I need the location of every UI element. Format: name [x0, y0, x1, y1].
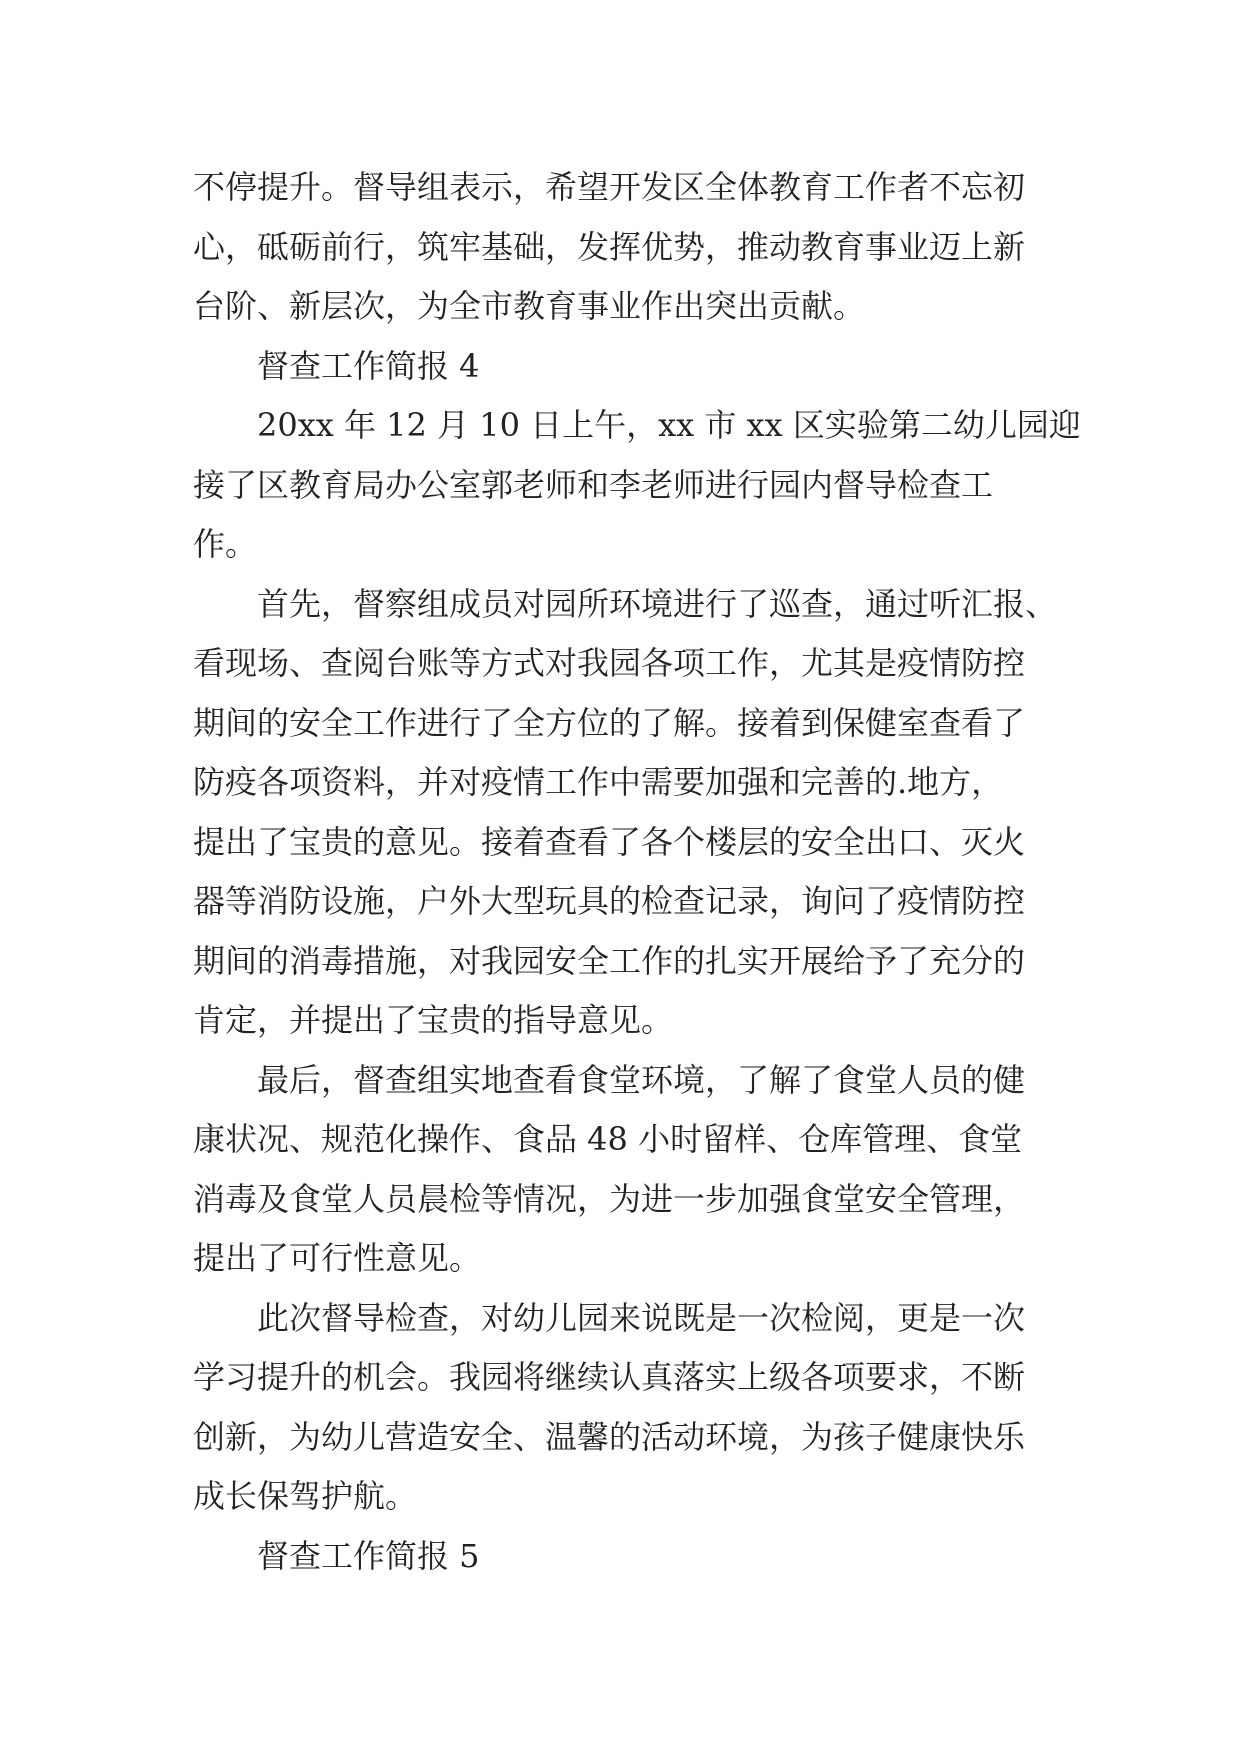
text-line: 成长保驾护航。: [193, 1477, 418, 1515]
paragraph: [193, 1051, 1073, 1289]
text-line: 作。: [193, 525, 258, 563]
text-line: 接了区教育局办公室郭老师和李老师进行园内督导检查工: [193, 465, 994, 504]
text-line: 提出了宝贵的意见。接着查看了各个楼层的安全出口、灭火: [193, 822, 1026, 861]
paragraph: [193, 158, 1073, 337]
text-line: 不停提升。督导组表示，希望开发区全体教育工作者不忘初: [193, 168, 1026, 206]
text-line: 期间的消毒措施，对我园安全工作的扎实开展给予了充分的: [193, 941, 1026, 980]
text-line: 肯定，并提出了宝贵的指导意见。: [193, 1001, 674, 1039]
text-line: 督查工作简报 5: [257, 1536, 480, 1575]
paragraph: [193, 575, 1073, 1051]
text-line: 此次督导检查，对幼儿园来说既是一次检阅，更是一次: [257, 1298, 1026, 1337]
text-line: 督查工作简报 4: [257, 346, 480, 385]
text-line: 康状况、规范化操作、食品 48 小时留样、仓库管理、食堂: [193, 1120, 1023, 1158]
text-line: 消毒及食堂人员晨检等情况，为进一步加强食堂安全管理，: [193, 1179, 1026, 1218]
text-line: 提出了可行性意见。: [193, 1239, 482, 1277]
paragraph: [193, 396, 1081, 575]
paragraph: [193, 337, 1073, 397]
text-line: 创新，为幼儿营造安全、温馨的活动环境，为孩子健康快乐: [193, 1417, 1026, 1456]
text-line: 器等消防设施，户外大型玩具的检查记录，询问了疫情防控: [193, 882, 1026, 920]
text-line: 心，砥砺前行，筑牢基础，发挥优势，推动教育事业迈上新: [193, 227, 1026, 266]
text-line: 学习提升的机会。我园将继续认真落实上级各项要求，不断: [193, 1358, 1026, 1396]
text-line: 20xx 年 12 月 10 日上午，xx 市 xx 区实验第二幼儿园迎: [257, 406, 1081, 444]
text-line: 首先，督察组成员对园所环境进行了巡查，通过听汇报、: [257, 584, 1058, 623]
text-line: 期间的安全工作进行了全方位的了解。接着到保健室查看了: [193, 703, 1026, 742]
text-line: 台阶、新层次，为全市教育事业作出突出贡献。: [193, 287, 866, 325]
text-line: 防疫各项资料，并对疫情工作中需要加强和完善的.地方，: [193, 763, 1004, 801]
document-body: [193, 158, 1081, 1586]
text-line: 看现场、查阅台账等方式对我园各项工作，尤其是疫情防控: [193, 644, 1026, 682]
paragraph: [193, 1289, 1073, 1527]
text-line: 最后，督查组实地查看食堂环境，了解了食堂人员的健: [257, 1060, 1026, 1099]
paragraph: [193, 1527, 1073, 1587]
